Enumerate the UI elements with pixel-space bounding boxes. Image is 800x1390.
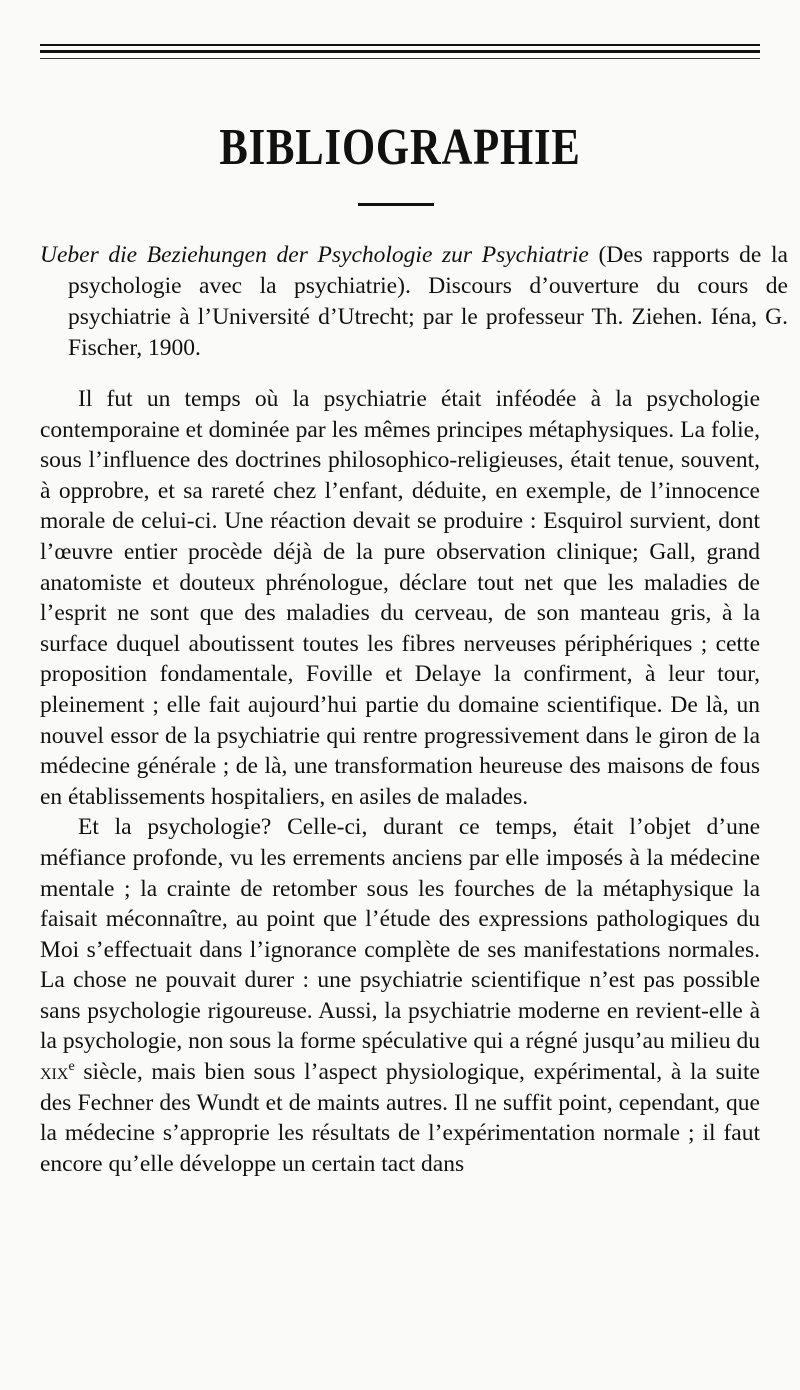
title-rule (358, 203, 434, 206)
header-rule-thick (40, 50, 760, 53)
century-numeral: xix (40, 1059, 69, 1086)
paragraph-2-text: Et la psychologie? Celle-ci, durant ce temps, était l’objet d’une méfiance profonde, vu les errements anciens par elle imposés à la médecine mentale ; la crainte de retomber sous les fourches de la métaphysique la faisait méconnaître, au point que l’étude des expressions pathologiques du Moi s’effectuait dans l’ignorance complète de ses manifestations normales. La chose ne pouvait durer : une psychiatrie scientifique n’est pas possible sans psychologie rigoureuse. Aussi, la psychiatrie moderne en revient-elle à la psychologie, non sous la forme spéculative qui a régné jusqu’au milieu du (40, 814, 760, 1055)
section-title: BIBLIOGRAPHIE (219, 119, 581, 176)
header-rule (40, 44, 760, 46)
paragraph-1: Il fut un temps où la psychiatrie était inféodée à la psychologie contemporaine et dominée par les mêmes principes métaphysiques. La folie, sous l’influence des doctrines philosophico-religieuses, était tenue, souvent, à opprobre, et sa rareté chez l’enfant, déduite, en exemple, de l’innocence morale de celui-ci. Une réaction devait se produire : Esquirol survient, dont l’œuvre entier procède déjà de la pure observation clinique; Gall, grand anatomiste et douteux phrénologue, déclare tout net que les maladies de l’esprit ne sont que des maladies du cerveau, de son manteau gris, à la surface duquel aboutissent toutes les fibres nerveuses périphériques ; cette proposition fondamentale, Foville et Delaye la confirment, à leur tour, pleinement ; elle fait aujourd’hui partie du domaine scientifique. De là, un nouvel essor de la psychiatrie qui rentre progressivement dans le giron de la médecine générale ; de là, une transformation heureuse des maisons de fous en établissements hospitaliers, en asiles de malades. (40, 386, 760, 810)
paragraph-2 (40, 812, 760, 1179)
century-suffix: e (68, 1059, 75, 1075)
entry-title: Ueber die Beziehungen der Psychologie zur Psychiatrie (40, 242, 589, 268)
paragraph-2-end: siècle, mais bien sous l’aspect physiologique, expérimental, à la suite des Fechner des Wundt et de maints autres. Il ne suffit point, cependant, que la médecine s’approprie les résultats de l’expérimentation normale ; il faut encore qu’elle développe un certain tact dans (40, 1059, 760, 1177)
entry-citation: (Des rapports de la psychologie avec la psychiatrie). Discours d’ouverture du cours de psychiatrie à l’Université d’Utrecht; par le professeur Th. Ziehen. Iéna, G. Fischer, 1900. (68, 242, 788, 361)
header-rule-thin (40, 58, 760, 59)
review-body (40, 384, 760, 1179)
bibliography-entry (40, 240, 788, 364)
